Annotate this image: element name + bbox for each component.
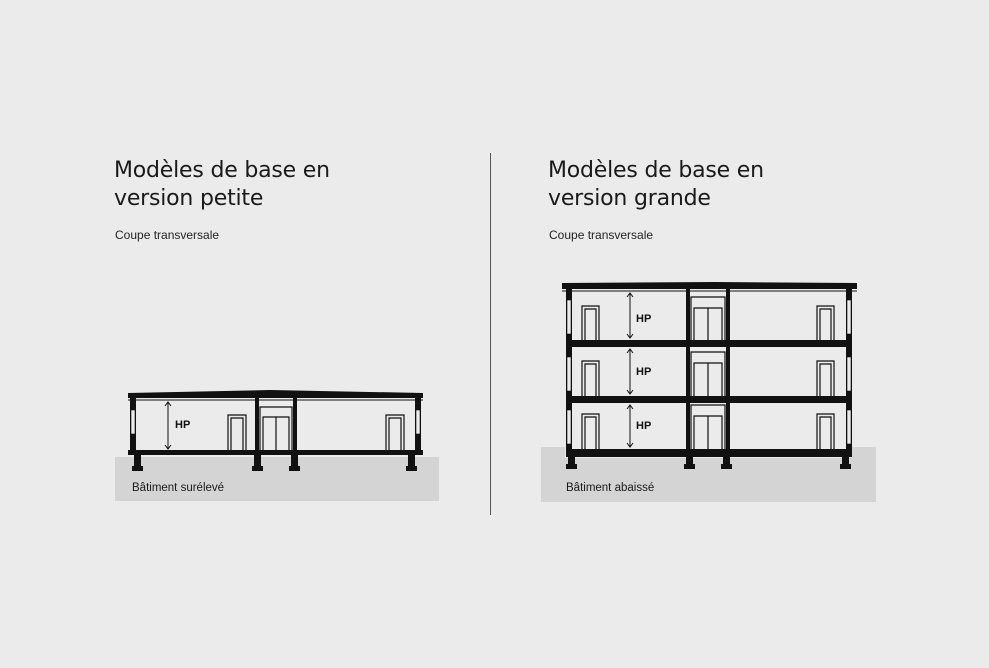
pier [842,457,849,464]
right-title-line1: Modèles de base en [548,158,764,183]
hp-label: HP [175,419,191,431]
partition-1 [686,289,690,452]
small-building-section [110,380,445,510]
left-title [114,157,434,213]
panel-divider [490,153,491,515]
left-subtitle: Coupe transversale [115,228,220,242]
roof [128,390,423,398]
floor-slab-1 [566,449,852,457]
floor-slab [128,450,423,455]
partition-2 [293,398,297,452]
left-ground-label: Bâtiment surélevé [132,482,225,494]
partition-1 [255,398,259,452]
floor-slab-2 [566,396,852,403]
hp-label-floor-2: HP [636,366,652,378]
left-title-line2: version petite [114,186,264,211]
hp-label-floor-3: HP [636,313,652,325]
pier [568,457,575,464]
partition-2 [726,289,730,452]
pier [686,457,693,464]
right-ground-label: Bâtiment abaissé [566,482,655,494]
roof [562,282,857,289]
right-title-line2: version grande [548,186,711,211]
pier [723,457,730,464]
ground-block [115,457,439,501]
hp-label-floor-1: HP [636,420,652,432]
left-title-line1: Modèles de base en [114,158,330,183]
large-building-section [535,275,885,510]
pier [134,455,141,466]
pier [254,455,261,466]
pier [291,455,298,466]
right-title [548,157,868,213]
pier [408,455,415,466]
floor-slab-3 [566,340,852,347]
right-subtitle: Coupe transversale [549,228,654,242]
